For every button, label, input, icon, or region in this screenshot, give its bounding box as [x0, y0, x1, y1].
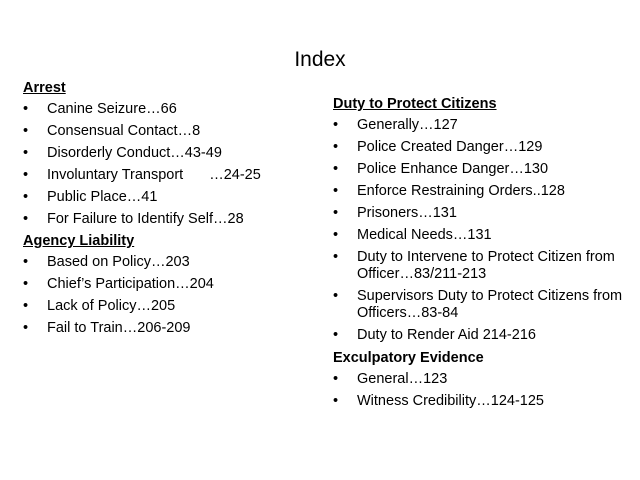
list-item: • Disorderly Conduct…43-49: [23, 145, 222, 161]
bullet-icon: •: [333, 183, 339, 199]
arrest-heading: Arrest: [23, 80, 66, 96]
bullet-icon: •: [333, 117, 339, 133]
list-item: • Medical Needs…131: [333, 227, 492, 243]
list-item: • Witness Credibility…124-125: [333, 393, 544, 409]
bullet-icon: •: [23, 145, 29, 161]
list-item: • For Failure to Identify Self…28: [23, 211, 244, 227]
agency-list: [23, 254, 313, 337]
duty-list: [333, 117, 633, 344]
bullet-icon: •: [333, 393, 339, 409]
agency-liability-heading: Agency Liability: [23, 233, 135, 249]
list-item: • Chief’s Participation…204: [23, 276, 214, 292]
list-item: • Prisoners…131: [333, 205, 457, 221]
left-column: [23, 79, 313, 342]
arrest-list: [23, 101, 313, 228]
duty-heading: Duty to Protect Citizens: [333, 96, 497, 112]
bullet-icon: •: [23, 211, 29, 227]
list-item: • Fail to Train…206-209: [23, 320, 191, 336]
list-item: • Consensual Contact…8: [23, 123, 201, 139]
list-item: • Lack of Policy…205: [23, 298, 176, 314]
list-item: • Involuntary Transport …24-25: [23, 167, 261, 183]
bullet-icon: •: [333, 139, 339, 155]
bullet-icon: •: [333, 371, 339, 387]
bullet-icon: •: [23, 276, 29, 292]
bullet-icon: •: [23, 167, 29, 183]
list-item: • Police Created Danger…129: [333, 139, 543, 155]
list-item: • Enforce Restraining Orders..128: [333, 183, 565, 199]
list-item: • Public Place…41: [23, 189, 158, 205]
bullet-icon: •: [333, 205, 339, 221]
bullet-icon: •: [333, 227, 339, 243]
bullet-icon: •: [23, 189, 29, 205]
list-item: • Supervisors Duty to Protect Citizens from Officers…83-84: [333, 288, 623, 321]
exculpatory-list: [333, 371, 633, 410]
bullet-icon: •: [23, 320, 29, 336]
bullet-icon: •: [333, 288, 339, 304]
bullet-icon: •: [333, 161, 339, 177]
list-item: • Duty to Intervene to Protect Citizen from Officer…83/211-213: [333, 249, 615, 282]
bullet-icon: •: [333, 249, 339, 265]
bullet-icon: •: [23, 298, 29, 314]
exculpatory-heading: Exculpatory Evidence: [333, 350, 484, 366]
list-item: • Based on Policy…203: [23, 254, 190, 270]
list-item: • Police Enhance Danger…130: [333, 161, 549, 177]
bullet-icon: •: [23, 123, 29, 139]
transport-pages: …24-25: [209, 167, 261, 183]
page-title: Index: [294, 48, 346, 71]
bullet-icon: •: [333, 327, 339, 343]
bullet-icon: •: [23, 101, 29, 117]
list-item: • Generally…127: [333, 117, 458, 133]
right-column: [333, 95, 633, 415]
bullet-icon: •: [23, 254, 29, 270]
list-item: • General…123: [333, 371, 448, 387]
list-item: • Canine Seizure…66: [23, 101, 177, 117]
list-item: • Duty to Render Aid 214-216: [333, 327, 536, 343]
